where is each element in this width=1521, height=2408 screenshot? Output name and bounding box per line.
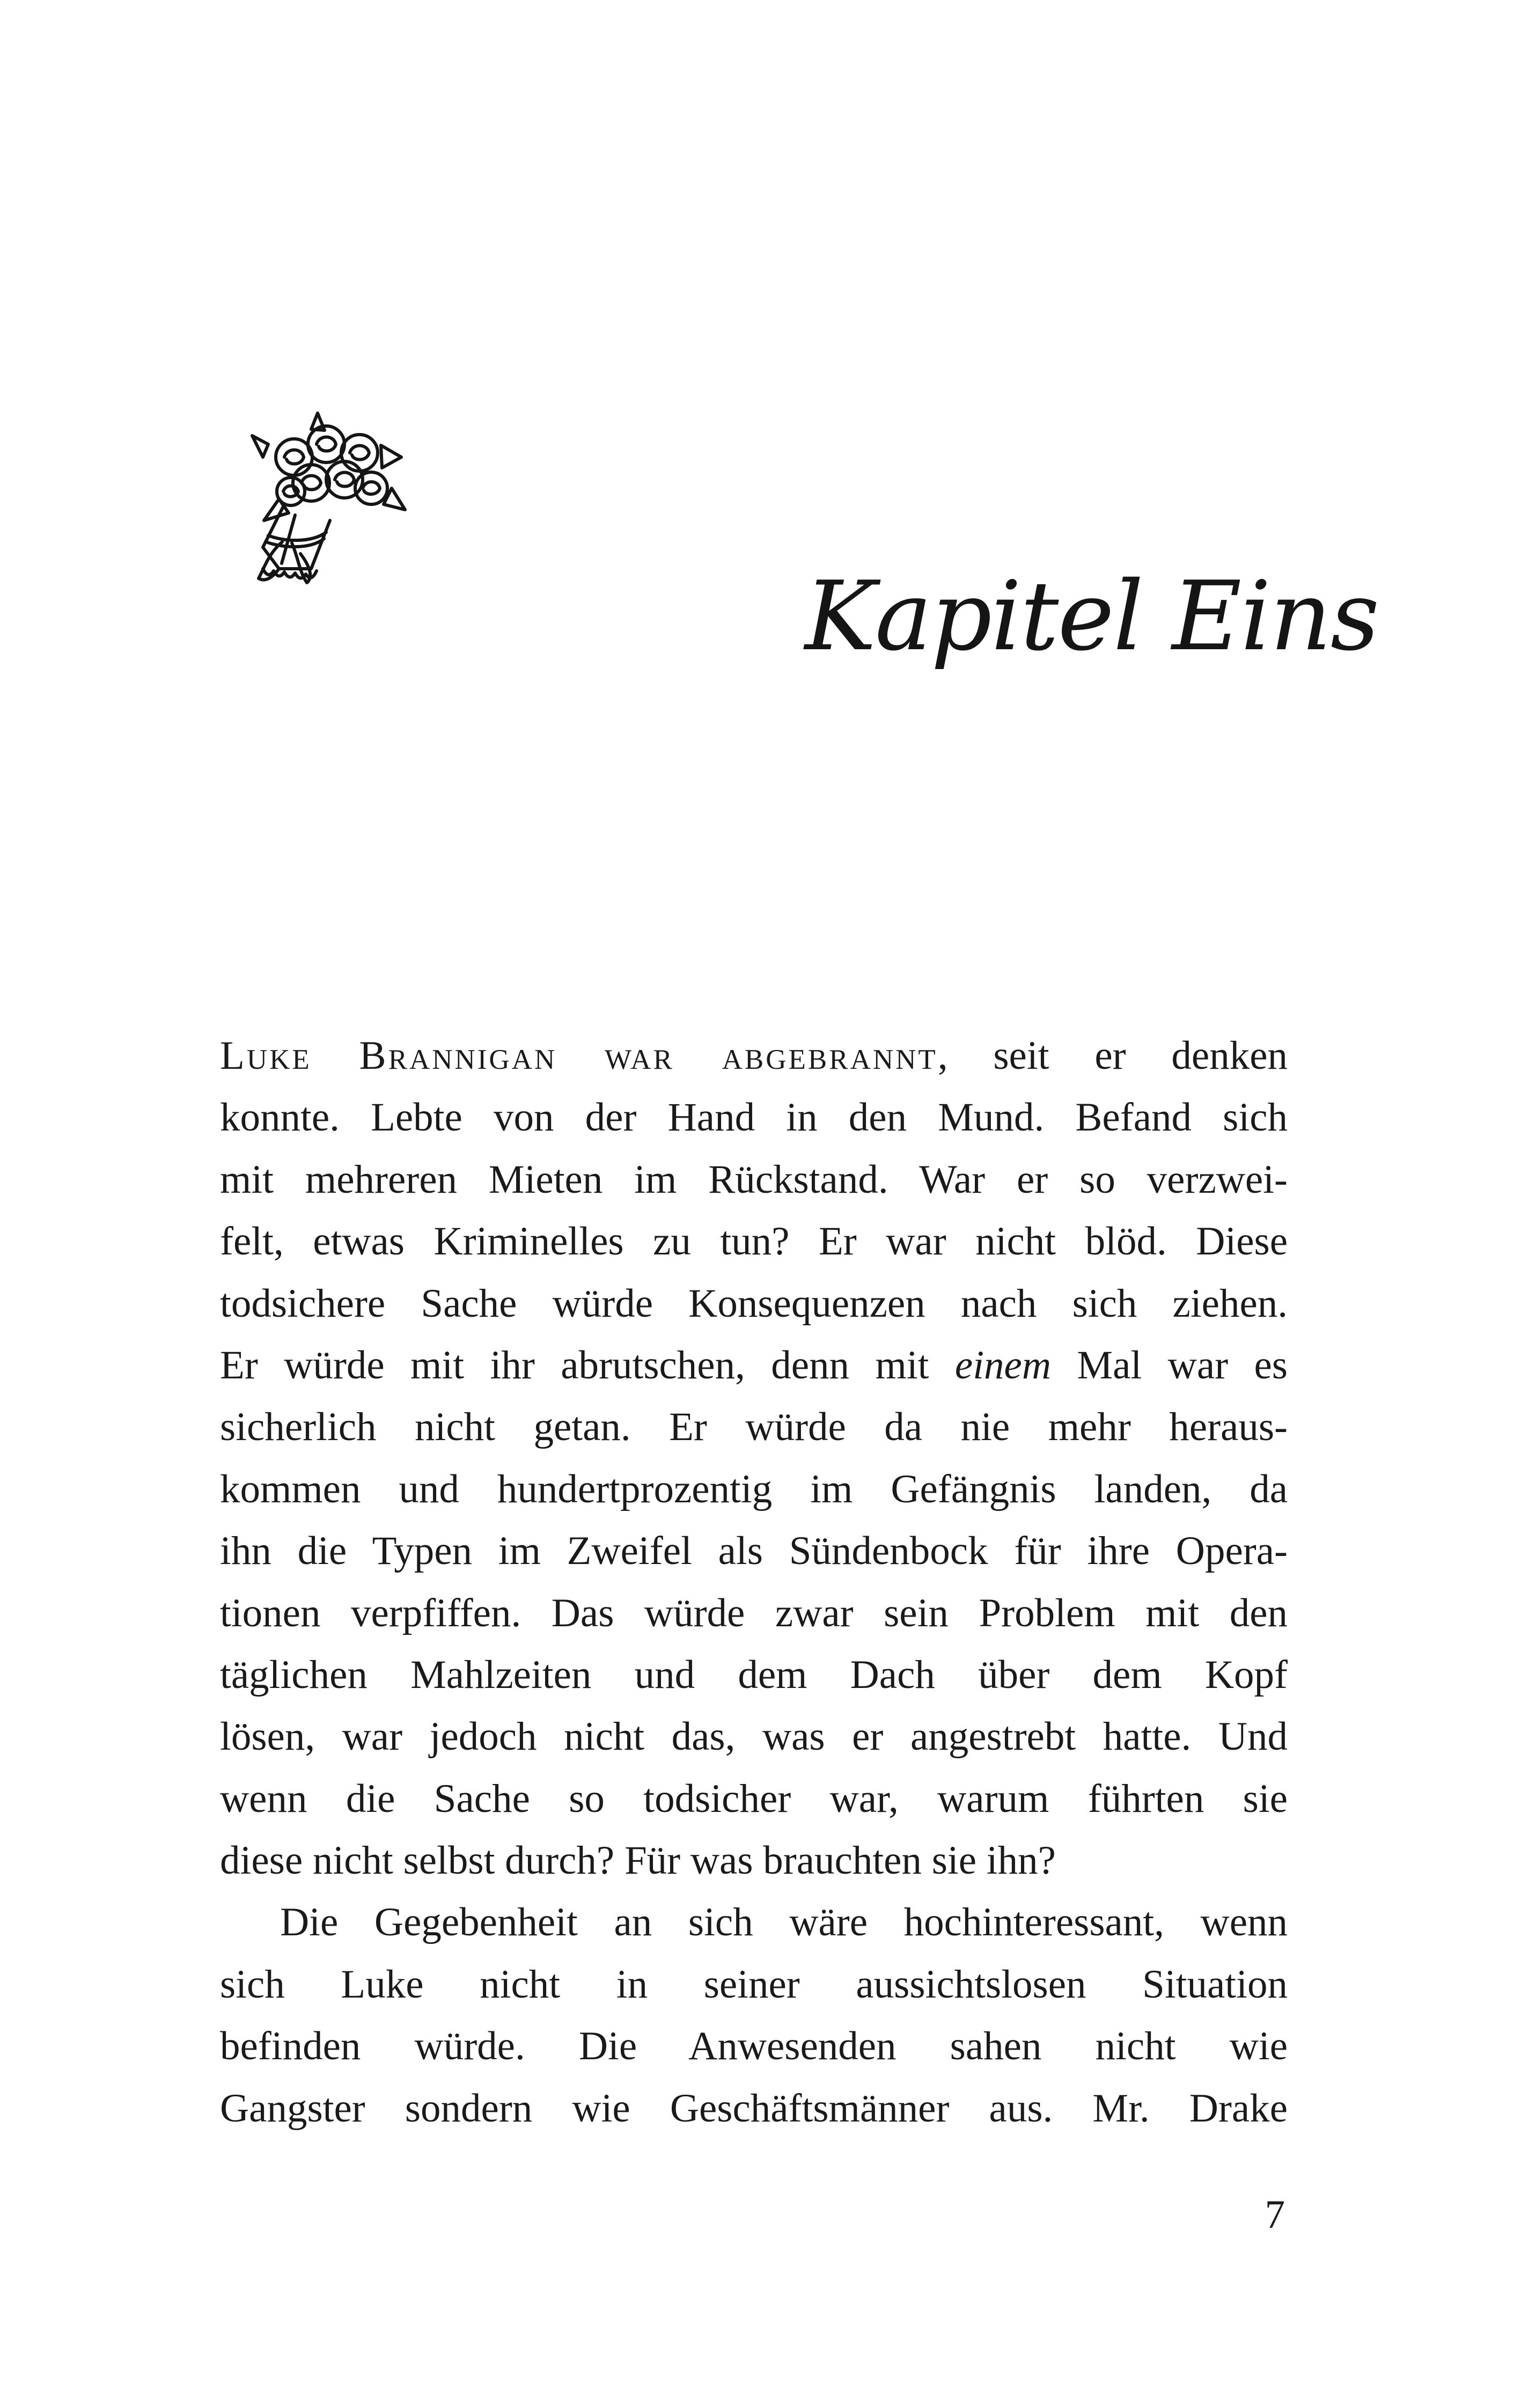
rose-bouquet-icon xyxy=(231,408,408,601)
text-line: sicherlich nicht getan. Er würde da nie mehr heraus- xyxy=(220,1405,1288,1450)
text-segment: Mal war es xyxy=(1051,1342,1288,1387)
text-line: Die Gegebenheit an sich wäre hochinteressant, wenn xyxy=(280,1900,1288,1945)
text-line xyxy=(220,1025,1288,1086)
text-line: todsichere Sache würde Konsequenzen nach sich ziehen. xyxy=(220,1281,1288,1326)
text-line: ihn die Typen im Zweifel als Sündenbock für ihre Opera- xyxy=(220,1529,1288,1574)
text-line-rest: , seit er denken xyxy=(937,1033,1288,1078)
text-line: mit mehreren Mieten im Rückstand. War er so verzwei- xyxy=(220,1157,1288,1202)
text-line: Gangster sondern wie Geschäftsmänner aus. Mr. Drake xyxy=(220,2086,1288,2131)
text-line: kommen und hundertprozentig im Gefängnis landen, da xyxy=(220,1466,1288,1511)
text-line: täglichen Mahlzeiten und dem Dach über dem Kopf xyxy=(220,1652,1288,1697)
text-line: befinden würde. Die Anwesenden sahen nicht wie xyxy=(220,2024,1288,2069)
emphasized-word: einem xyxy=(954,1342,1051,1387)
chapter-opening-smallcaps: Luke Brannigan war abgebrannt xyxy=(220,1033,938,1078)
text-line: lösen, war jedoch nicht das, was er angestrebt hatte. Und xyxy=(220,1714,1288,1759)
text-line xyxy=(220,1334,1288,1396)
text-line: diese nicht selbst durch? Für was brauchten sie ihn? xyxy=(220,1838,1056,1883)
chapter-title: Kapitel Eins xyxy=(805,561,1379,672)
page-number: 7 xyxy=(1265,2192,1285,2237)
text-line: wenn die Sache so todsicher war, warum führten sie xyxy=(220,1776,1288,1821)
text-line: felt, etwas Kriminelles zu tun? Er war nicht blöd. Diese xyxy=(220,1219,1288,1264)
text-segment: Er würde mit ihr abrutschen, denn mit xyxy=(220,1342,955,1387)
text-line: tionen verpfiffen. Das würde zwar sein Problem mit den xyxy=(220,1590,1288,1635)
text-line: konnte. Lebte von der Hand in den Mund. Befand sich xyxy=(220,1095,1288,1140)
body-text xyxy=(220,1025,1288,2139)
text-line: sich Luke nicht in seiner aussichtslosen Situation xyxy=(220,1962,1288,2007)
